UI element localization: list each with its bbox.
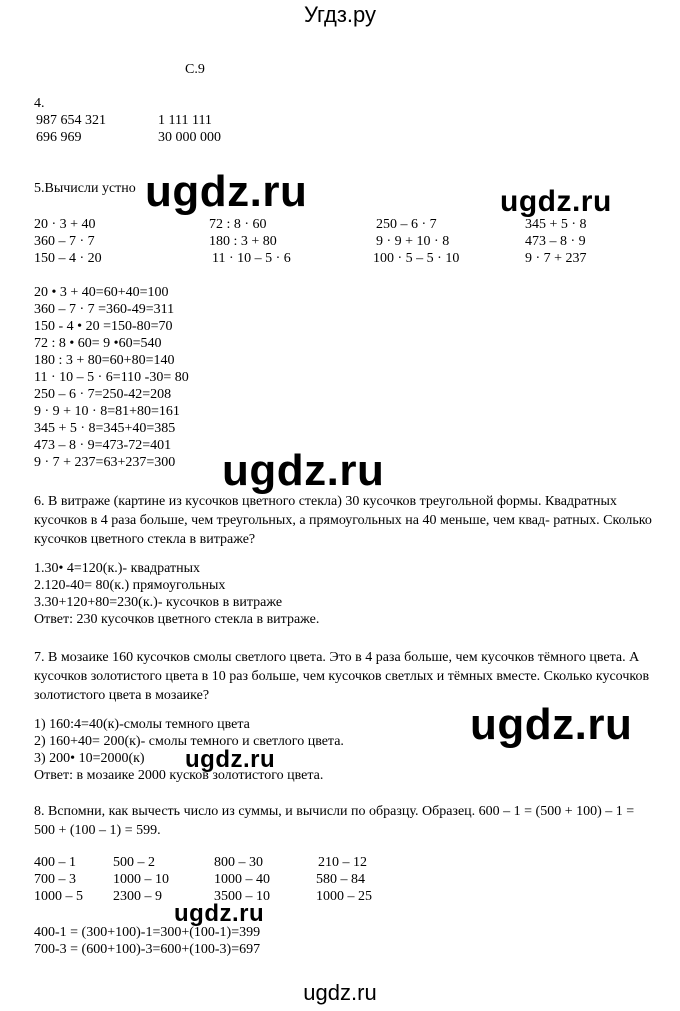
task5-solution: 150 - 4 • 20 =150-80=70: [34, 319, 173, 334]
task5-solution: 180 : 3 + 80=60+80=140: [34, 353, 175, 368]
task5-solution: 11 · 10 – 5 · 6=110 -30= 80: [34, 370, 189, 385]
task8-expression: 1000 – 10: [113, 872, 169, 887]
task5-expression: 11 · 10 – 5 · 6: [212, 251, 291, 266]
task5-expression: 150 – 4 · 20: [34, 251, 102, 266]
task5-expression: 473 – 8 · 9: [525, 234, 586, 249]
task4-value: 30 000 000: [158, 130, 221, 145]
task6-step: 3.30+120+80=230(к.)- кусочков в витраже: [34, 595, 283, 610]
task5-expression: 360 – 7 · 7: [34, 234, 95, 249]
watermark: ugdz.ru: [470, 700, 633, 749]
watermark: ugdz.ru: [500, 185, 612, 218]
task5-solution: 345 + 5 · 8=345+40=385: [34, 421, 176, 436]
task8-expression: 2300 – 9: [113, 889, 162, 904]
task8-expression: 1000 – 25: [316, 889, 372, 904]
task7-step: 1) 160:4=40(к)-смолы темного цвета: [34, 717, 250, 732]
watermark: ugdz.ru: [222, 446, 385, 495]
task5-solution: 72 : 8 • 60= 9 •60=540: [34, 336, 162, 351]
task5-expression: 72 : 8 · 60: [209, 217, 267, 232]
site-header: Угдз.ру: [303, 2, 377, 27]
task5-expression: 100 · 5 – 5 · 10: [373, 251, 460, 266]
task6-answer: Ответ: 230 кусочков цветного стекла в витраже.: [34, 612, 320, 627]
watermark: ugdz.ru: [174, 900, 265, 927]
task7-answer: Ответ: в мозаике 2000 кусков золотистого цвета.: [34, 768, 324, 783]
task5-expression: 20 · 3 + 40: [34, 217, 96, 232]
task6-text: 6. В витраже (картине из кусочков цветного стекла) 30 кусочков треугольной формы. Квадратных кусочков в 4 раза больше, чем треугольных, а прямоугольных на 40 меньше, чем квад- ратных. Сколько кусочков цветного стекла в витраже?: [34, 494, 652, 547]
task5-solution: 360 – 7 · 7 =360-49=311: [34, 302, 175, 317]
task7-text: 7. В мозаике 160 кусочков смолы светлого цвета. Это в 4 раза больше, чем кусочков тёмного цвета. А кусочков золотистого цвета в 10 раз больше, чем кусочков светлых и тёмных вместе. Сколько кусочков золотистого цвета в мозаике?: [34, 650, 650, 703]
task8-expression: 1000 – 40: [214, 872, 270, 887]
task5-expression: 9 · 9 + 10 · 8: [376, 234, 450, 249]
task8-expression: 700 – 3: [34, 872, 76, 887]
task5-expression: 250 – 6 · 7: [376, 217, 437, 232]
task8-solution: 700-3 = (600+100)-3=600+(100-3)=697: [34, 942, 261, 957]
task5-solution: 250 – 6 · 7=250-42=208: [34, 387, 172, 402]
task5-expression: 180 : 3 + 80: [209, 234, 277, 249]
task5-expression: 345 + 5 · 8: [525, 217, 587, 232]
task5-solution: 473 – 8 · 9=473-72=401: [34, 438, 172, 453]
task8-solution: 400-1 = (300+100)-1=300+(100-1)=399: [34, 925, 261, 940]
site-footer: ugdz.ru: [303, 980, 377, 1005]
task5-solution: 20 • 3 + 40=60+40=100: [34, 285, 169, 300]
watermark: ugdz.ru: [145, 167, 308, 216]
task4-value: 1 111 111: [158, 113, 212, 128]
task4-value: 696 969: [36, 130, 82, 145]
task8-expression: 3500 – 10: [214, 889, 270, 904]
task6-step: 1.30• 4=120(к.)- квадратных: [34, 561, 201, 576]
task8-text: 8. Вспомни, как вычесть число из суммы, и вычисли по образцу. Образец. 600 – 1 = (500 + 100) – 1 = 500 + (100 – 1) = 599.: [34, 804, 635, 838]
task6-step: 2.120-40= 80(к.) прямоугольных: [34, 578, 226, 593]
task7-step: 2) 160+40= 200(к)- смолы темного и светлого цвета.: [34, 734, 344, 749]
task5-solution: 9 · 9 + 10 · 8=81+80=161: [34, 404, 180, 419]
task8-expression: 1000 – 5: [34, 889, 83, 904]
task4-number: 4.: [34, 96, 45, 111]
task5-title: 5.Вычисли устно: [34, 181, 136, 196]
watermark: ugdz.ru: [185, 746, 276, 773]
task8-expression: 400 – 1: [34, 855, 76, 870]
task8-expression: 500 – 2: [113, 855, 155, 870]
page-label: С.9: [185, 62, 205, 77]
task8-expression: 210 – 12: [318, 855, 367, 870]
task8-expression: 800 – 30: [214, 855, 263, 870]
task5-expression: 9 · 7 + 237: [525, 251, 587, 266]
task8-expression: 580 – 84: [316, 872, 365, 887]
task5-solution: 9 · 7 + 237=63+237=300: [34, 455, 176, 470]
task4-value: 987 654 321: [36, 113, 106, 128]
task7-step: 3) 200• 10=2000(к): [34, 751, 145, 766]
